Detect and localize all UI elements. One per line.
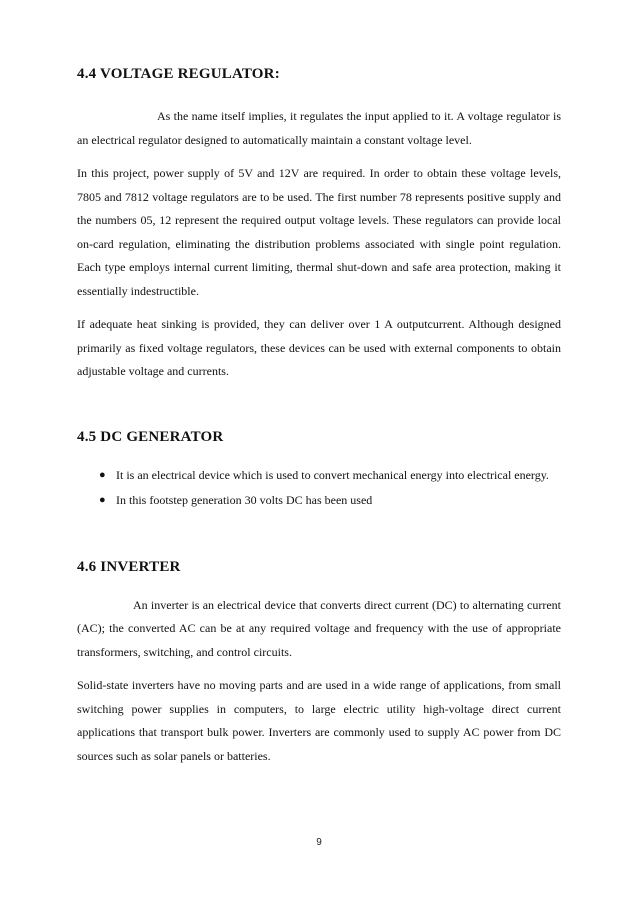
page-content <box>77 66 561 768</box>
bullet-icon: ● <box>99 468 106 481</box>
bullet-icon: ● <box>99 494 106 506</box>
bullet-text: In this footstep generation 30 volts DC has been used <box>116 493 373 507</box>
paragraph-inverter-definition: An inverter is an electrical device that converts direct current (DC) to alternating current (AC); the converted AC can be at any required voltage and frequency with the use of appropriate transformers, switching, and control circuits. <box>77 597 561 659</box>
list-item <box>77 464 561 488</box>
dc-generator-bullet-list <box>77 464 561 513</box>
paragraph-voltage-regulator-intro: As the name itself implies, it regulates the input applied to it. A voltage regulator is an electrical regulator designed to automatically maintain a constant voltage level. <box>77 109 561 147</box>
section-heading-inverter: 4.6 INVERTER <box>77 558 181 575</box>
list-item <box>77 489 561 513</box>
bullet-text: It is an electrical device which is used to convert mechanical energy into electrical energy. <box>116 467 549 482</box>
section-heading-voltage-regulator: 4.4 VOLTAGE REGULATOR: <box>77 66 280 82</box>
paragraph-voltage-regulator-project: In this project, power supply of 5V and 12V are required. In order to obtain these voltage levels, 7805 and 7812 voltage regulators are to be used. The first number 78 represents positive supply and the numbers 05, 12 represent the required output voltage levels. These regulators can provide local on-card regulation, eliminating the distribution problems associated with single point regulation. Each type employs internal current limiting, thermal shut-down and safe area protection, making it essentially indestructible. <box>77 166 561 298</box>
page-number: 9 <box>316 837 322 848</box>
paragraph-inverter-applications: Solid-state inverters have no moving parts and are used in a wide range of applications, from small switching power supplies in computers, to large electric utility high-voltage direct current applications that transport bulk power. Inverters are commonly used to supply AC power from DC sources such as solar panels or batteries. <box>77 678 561 763</box>
section-heading-dc-generator: 4.5 DC GENERATOR <box>77 428 224 445</box>
paragraph-voltage-regulator-heat-sinking: If adequate heat sinking is provided, they can deliver over 1 A outputcurrent. Although designed primarily as fixed voltage regulators, these devices can be used with external components to obtain adjustable voltage and currents. <box>77 317 561 378</box>
